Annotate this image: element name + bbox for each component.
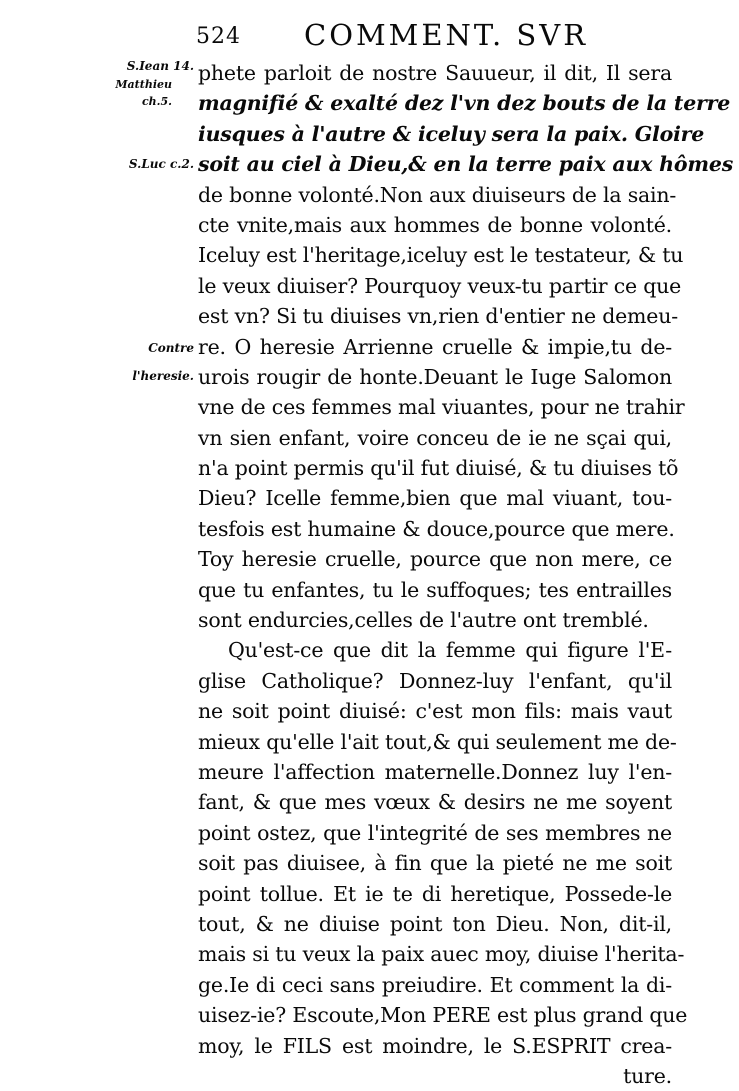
text-line: magnifié & exalté dez l'vn dez bouts de la terre — [198, 91, 731, 116]
text-line: que tu enfantes, tu le suffoques; tes entrailles — [198, 577, 672, 602]
text-line: ture. — [623, 1063, 672, 1088]
text-line: n'a point permis qu'il fut diuisé, & tu diuises tõ — [198, 456, 679, 481]
text-line: Iceluy est l'heritage,iceluy est le testateur, & tu — [198, 243, 684, 268]
margin-note-contre: Contre — [148, 341, 194, 355]
text-line: moy, le FILS est moindre, le S.ESPRIT crea- — [198, 1033, 672, 1058]
text-line: fant, & que mes vœux & desirs ne me soyent — [198, 790, 672, 815]
text-line: soit au ciel à Dieu,& en la terre paix aux hômes — [198, 152, 734, 177]
body-text — [198, 58, 734, 1091]
margin-note-ref-2: Matthieu ch.5. — [115, 78, 172, 108]
text-line: soit pas diuisee, à fin que la pieté ne me soit — [198, 851, 672, 876]
text-line: iusques à l'autre & iceluy sera la paix. Gloire — [198, 121, 705, 146]
text-line: est vn? Si tu diuises vn,rien d'entier ne demeu- — [198, 304, 678, 329]
text-line: urois rougir de honte.Deuant le Iuge Salomon — [198, 364, 672, 389]
text-line: Qu'est-ce que dit la femme qui figure l'E- — [228, 638, 672, 663]
text-line: mieux qu'elle l'ait tout,& qui seulement me de- — [198, 729, 677, 754]
text-line: re. O heresie Arrienne cruelle & impie,tu de- — [198, 334, 672, 359]
margin-note-heresie: l'heresie. — [132, 369, 194, 383]
text-line: ge.Ie di ceci sans preiudire. Et comment la di- — [198, 972, 672, 997]
page-header — [196, 14, 674, 54]
text-line: ne soit point diuisé: c'est mon fils: mais vaut — [198, 699, 672, 724]
text-line: de bonne volonté.Non aux diuiseurs de la sain- — [198, 182, 677, 207]
text-line: phete parloit de nostre Sauueur, il dit, Il sera — [198, 61, 672, 85]
text-line: glise Catholique? Donnez-luy l'enfant, qu'il — [198, 668, 672, 693]
text-line: meure l'affection maternelle.Donnez luy l'en- — [198, 759, 672, 784]
text-line: vn sien enfant, voire conceu de ie ne sçai qui, — [198, 425, 672, 450]
text-line: sont endurcies,celles de l'autre ont tremblé. — [198, 608, 649, 633]
text-line: point tollue. Et ie te di heretique, Possede-le — [198, 881, 672, 906]
text-line: mais si tu veux la paix auec moy, diuise l'herita- — [198, 942, 685, 967]
margin-note-ref-1: S.Iean 14. — [126, 59, 194, 73]
text-line: tesfois est humaine & douce,pource que mere. — [198, 516, 675, 541]
text-line: point ostez, que l'integrité de ses membres ne — [198, 820, 672, 845]
text-line: uisez-ie? Escoute,Mon PERE est plus grand que — [198, 1003, 688, 1028]
text-line: vne de ces femmes mal viuantes, pour ne trahir — [198, 395, 685, 420]
text-line: le veux diuiser? Pourquoy veux-tu partir ce que — [198, 273, 682, 298]
text-line: tout, & ne diuise point ton Dieu. Non, dit-il, — [198, 911, 672, 936]
text-line: Dieu? Icelle femme,bien que mal viuant, tou- — [198, 486, 672, 511]
text-line: cte vnite,mais aux hommes de bonne volonté. — [198, 212, 672, 237]
page-number: 524 — [196, 24, 241, 49]
margin-note-ref-3: S.Luc c.2. — [128, 157, 194, 171]
text-line: Toy heresie cruelle, pource que non mere, ce — [198, 547, 672, 572]
running-title: COMMENT. SVR — [304, 18, 589, 52]
